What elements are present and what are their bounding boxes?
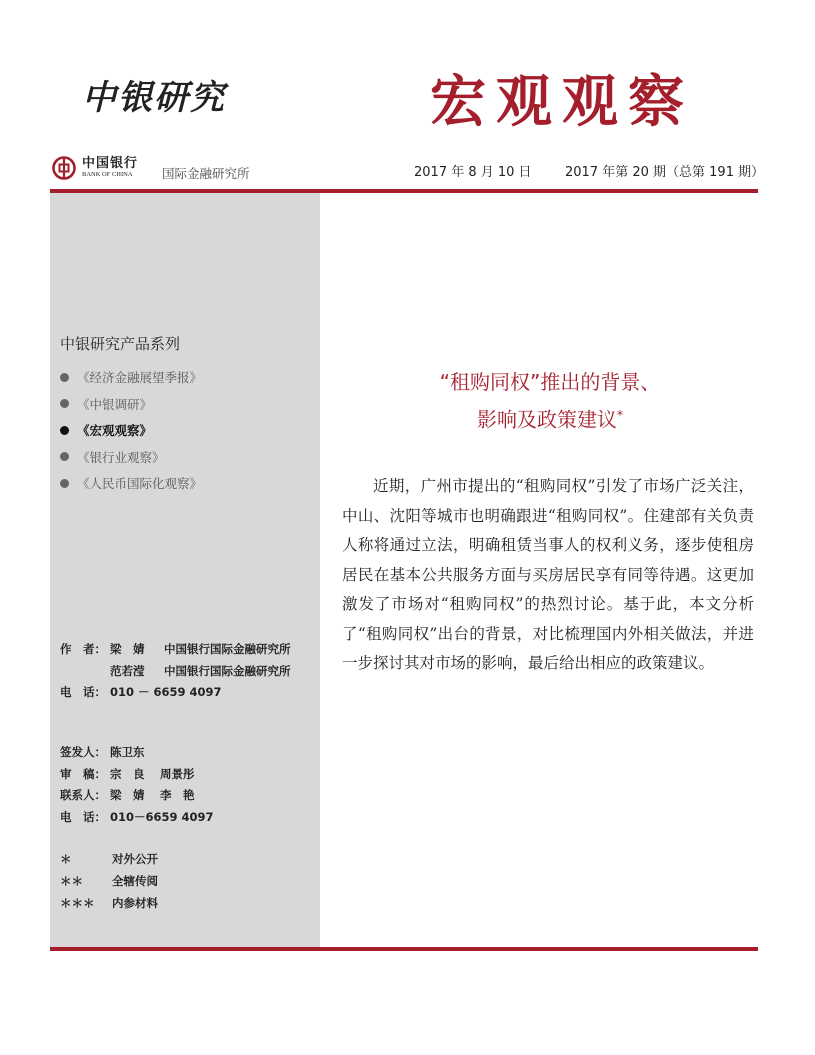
institute-name: 国际金融研究所 — [162, 166, 250, 181]
authors-block — [60, 641, 291, 706]
bank-name-en: BANK OF CHINA — [82, 171, 133, 179]
series-item-label: 《经济金融展望季报》 — [77, 370, 203, 386]
level-label: 对外公开 — [112, 852, 158, 866]
bullet-icon — [60, 479, 69, 488]
contact-row — [60, 744, 214, 766]
bank-of-china-logo-icon — [52, 156, 76, 180]
level-label: 内参材料 — [112, 896, 158, 910]
level-stars: ＊ — [60, 852, 72, 866]
report-type-title: 宏观观察 — [430, 69, 694, 135]
contact-value: 宗 良 周景彤 — [110, 766, 195, 781]
authors-label: 作 者： — [60, 642, 106, 656]
distribution-levels — [60, 851, 158, 917]
level-stars: ＊＊ — [60, 874, 83, 888]
bank-logo — [52, 156, 138, 180]
author-name: 范若滢 — [110, 663, 145, 678]
bank-name-cn: 中国银行 — [82, 156, 139, 172]
author-row — [60, 641, 291, 663]
contact-row — [60, 766, 214, 788]
series-item — [60, 391, 202, 418]
article-title-line1: “租购同权”推出的背景、 — [439, 370, 661, 394]
level-row — [60, 851, 158, 873]
author-name: 梁 婧 — [110, 642, 145, 656]
article-title — [340, 366, 760, 437]
contact-value: 010－6659 4097 — [110, 809, 214, 824]
series-item-label: 《宏观观察》 — [77, 423, 153, 439]
series-item-label: 《人民币国际化观察》 — [77, 476, 203, 492]
level-label: 全辖传阅 — [112, 874, 158, 888]
series-item — [60, 470, 202, 497]
author-affiliation: 中国银行国际金融研究所 — [164, 663, 291, 678]
article-title-line2-wrap — [340, 399, 760, 437]
series-item-label: 《银行业观察》 — [77, 449, 165, 465]
contact-label: 审 稿： — [60, 766, 106, 781]
contact-label: 联系人： — [60, 788, 106, 802]
publish-date: 2017 年 8 月 10 日 — [414, 165, 532, 180]
brand-calligraphy: 中银研究 — [82, 78, 226, 118]
series-item — [60, 444, 202, 471]
level-row — [60, 873, 158, 895]
contact-label: 签发人： — [60, 745, 106, 759]
level-stars: ＊＊＊ — [60, 896, 95, 910]
sidebar-panel — [50, 193, 320, 947]
series-item-label: 《中银调研》 — [77, 396, 153, 412]
author-row — [60, 663, 291, 685]
contact-value: 梁 婧 李 艳 — [110, 788, 195, 802]
article-title-line2: 影响及政策建议 — [477, 407, 617, 432]
contact-row — [60, 809, 214, 831]
series-title: 中银研究产品系列 — [60, 335, 181, 353]
contact-row — [60, 787, 214, 809]
series-item — [60, 364, 202, 391]
issue-number: 2017 年第 20 期（总第 191 期） — [565, 165, 765, 180]
level-row — [60, 895, 158, 917]
author-phone: 010 － 6659 4097 — [110, 685, 222, 699]
bullet-icon — [60, 426, 69, 435]
author-affiliation: 中国银行国际金融研究所 — [164, 642, 291, 656]
footnote-mark: * — [617, 408, 623, 422]
contacts-block — [60, 744, 214, 830]
series-item-active — [60, 417, 202, 444]
contact-value: 陈卫东 — [110, 745, 145, 759]
author-phone-row — [60, 684, 291, 706]
series-list — [60, 364, 202, 497]
bottom-rule — [50, 947, 758, 951]
bullet-icon — [60, 399, 69, 408]
bullet-icon — [60, 373, 69, 382]
phone-label: 电 话： — [60, 685, 106, 699]
contact-label: 电 话： — [60, 809, 106, 824]
bullet-icon — [60, 452, 69, 461]
article-abstract: 近期，广州市提出的“租购同权”引发了市场广泛关注，中山、沈阳等城市也明确跟进“租购同权”。住建部有关负责人称将通过立法，明确租赁当事人的权利义务，逐步使租房居民在基本公共服务方面与买房居民享有同等待遇。这更加激发了市场对“租购同权”的热烈讨论。基于此，本文分析了“租购同权”出台的背景，对比梳理国内外相关做法，并进一步探讨其对市场的影响，最后给出相应的政策建议。 — [342, 477, 754, 672]
